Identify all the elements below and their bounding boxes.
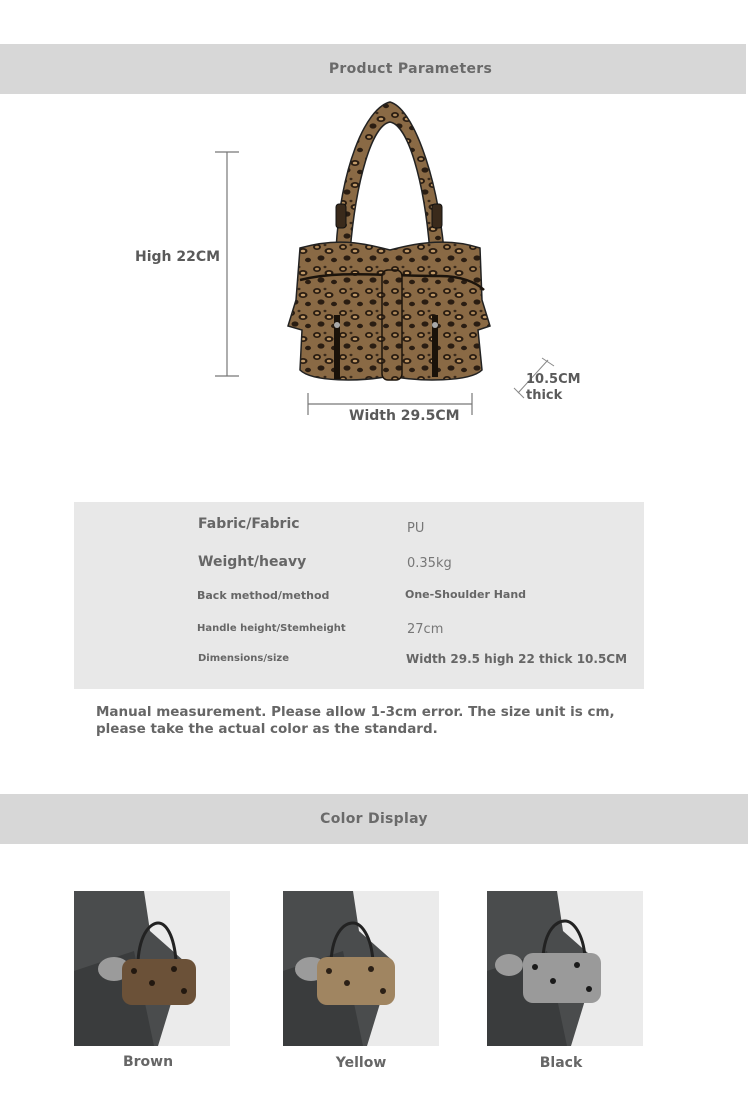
dimension-diagram [0, 94, 750, 434]
measurement-note: Manual measurement. Please allow 1-3cm error. The size unit is cm, please take the actual color as the standard. [96, 704, 615, 737]
color-thumbnail-brown[interactable] [74, 891, 230, 1046]
param-value-handle-height: 27cm [407, 622, 444, 637]
param-value-back-method: One-Shoulder Hand [405, 588, 527, 601]
section-title: Color Display [320, 811, 428, 827]
section-header-color-display [0, 794, 748, 844]
section-header-product-parameters [0, 44, 746, 94]
bag-swatch [317, 957, 395, 1005]
thick-word-label: thick [526, 388, 563, 403]
color-thumbnail-black[interactable] [487, 891, 643, 1046]
param-label-dimensions: Dimensions/size [198, 653, 290, 664]
param-value-dimensions: Width 29.5 high 22 thick 10.5CM [406, 652, 628, 666]
section-title: Product Parameters [328, 61, 493, 77]
thick-value-label: 10.5CM [526, 372, 581, 387]
bag-swatch [523, 953, 601, 1003]
param-value-fabric: PU [407, 521, 425, 536]
parameter-table [74, 502, 644, 689]
height-label: High 22CM [135, 249, 221, 265]
color-label-black: Black [539, 1055, 583, 1071]
width-label: Width 29.5CM [349, 408, 460, 424]
handbag-illustration [288, 102, 490, 380]
param-label-handle-height: Handle height/Stemheight [197, 623, 346, 634]
param-label-weight: Weight/heavy [198, 554, 307, 570]
bag-swatch [122, 959, 196, 1005]
param-label-back-method: Back method/method [197, 589, 330, 602]
param-value-weight: 0.35kg [407, 556, 452, 571]
color-label-brown: Brown [122, 1054, 174, 1070]
param-label-fabric: Fabric/Fabric [198, 516, 300, 532]
color-label-yellow: Yellow [335, 1055, 387, 1071]
color-thumbnail-yellow[interactable] [283, 891, 439, 1046]
